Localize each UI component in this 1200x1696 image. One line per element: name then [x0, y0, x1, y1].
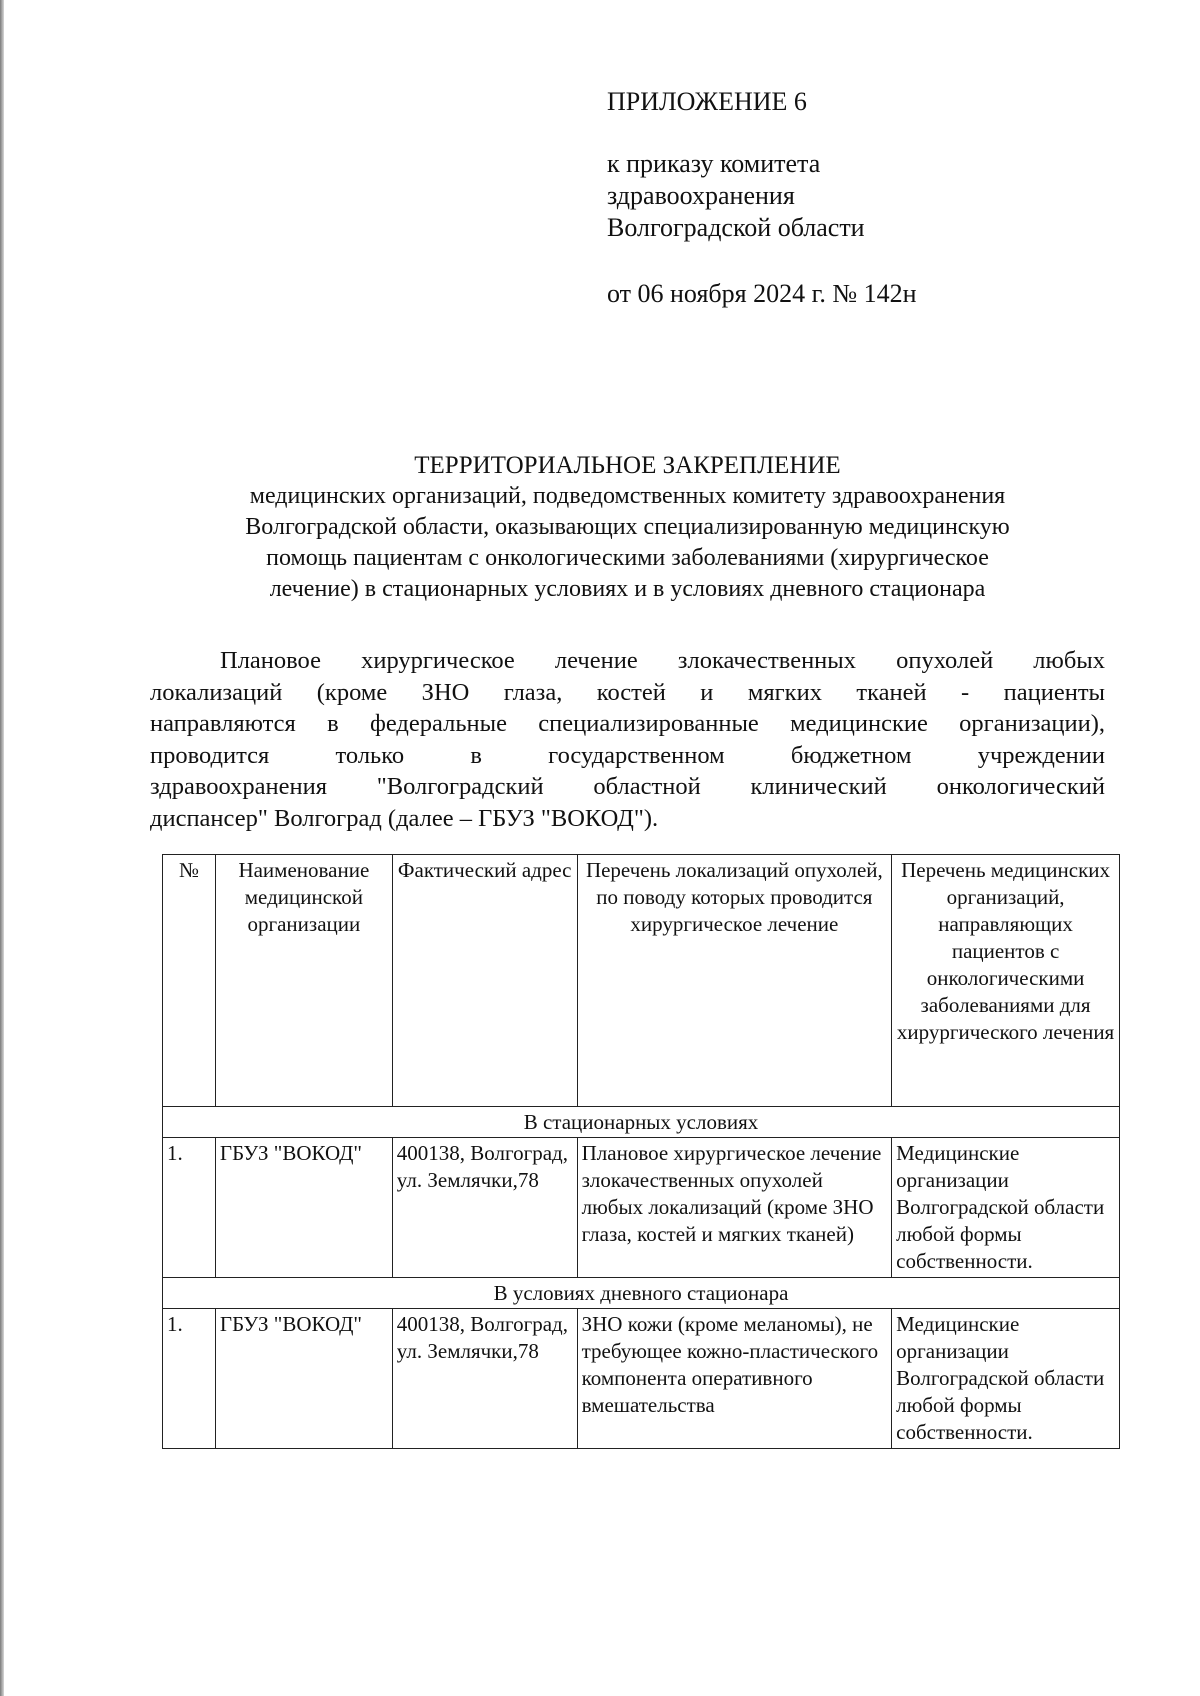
section-title-inpatient: В стационарных условиях: [163, 1107, 1120, 1138]
cell-localizations: ЗНО кожи (кроме меланомы), не требующее кожно-пластического компонента оперативного вмешательства: [577, 1309, 892, 1449]
heading-line: лечение) в стационарных условиях и в условиях дневного стационара: [269, 576, 986, 602]
table-row: [163, 1138, 1120, 1278]
cell-number: 1.: [163, 1138, 216, 1278]
table-row: [163, 1309, 1120, 1449]
appendix-block: [607, 86, 1027, 310]
intro-line: здравоохранения "Волгоградский областной клинический онкологический: [150, 773, 1105, 800]
heading-title: ТЕРРИТОРИАЛЬНОЕ ЗАКРЕПЛЕНИЕ: [414, 452, 841, 479]
header-number: №: [163, 855, 216, 1107]
document-heading: [150, 450, 1105, 605]
intro-line: проводится только в государственном бюджетном учреждении: [150, 741, 1105, 769]
appendix-date: от 06 ноября 2024 г. № 142н: [607, 279, 917, 308]
cell-address: 400138, Волгоград, ул. Землячки,78: [392, 1138, 577, 1278]
intro-line: локализаций (кроме ЗНО глаза, костей и мягких тканей - пациенты: [150, 678, 1105, 706]
appendix-line: здравоохранения: [607, 181, 795, 210]
cell-number: 1.: [163, 1309, 216, 1449]
section-row: [163, 1278, 1120, 1309]
cell-organization: ГБУЗ "ВОКОД": [215, 1138, 392, 1278]
cell-referrers: Медицинские организации Волгоградской области любой формы собственности.: [892, 1138, 1120, 1278]
table-header-row: [163, 855, 1120, 1107]
scan-edge: [0, 0, 4, 1696]
header-address: Фактический адрес: [392, 855, 577, 1107]
appendix-title: ПРИЛОЖЕНИЕ 6: [607, 87, 807, 116]
cell-organization: ГБУЗ "ВОКОД": [215, 1309, 392, 1449]
section-row: [163, 1107, 1120, 1138]
appendix-line: к приказу комитета: [607, 149, 821, 178]
cell-address: 400138, Волгоград, ул. Землячки,78: [392, 1309, 577, 1449]
section-title-day-hospital: В условиях дневного стационара: [163, 1278, 1120, 1309]
intro-line: направляются в федеральные специализированные медицинские организации),: [150, 710, 1105, 737]
appendix-line: Волгоградской области: [607, 213, 865, 242]
heading-line: Волгоградской области, оказывающих специализированную медицинскую: [245, 514, 1010, 540]
intro-line: диспансер" Волгоград (далее – ГБУЗ "ВОКОД").: [150, 804, 659, 832]
intro-paragraph: [150, 645, 1105, 834]
header-referrers: Перечень медицинских организаций, направляющих пациентов с онкологическими заболеваниями для хирургического лечения: [892, 855, 1120, 1107]
header-organization: Наименование медицинской организации: [215, 855, 392, 1107]
cell-referrers: Медицинские организации Волгоградской области любой формы собственности.: [892, 1309, 1120, 1449]
intro-line: Плановое хирургическое лечение злокачественных опухолей любых: [220, 647, 1105, 674]
header-localizations: Перечень локализаций опухолей, по поводу которых проводится хирургическое лечение: [577, 855, 892, 1107]
cell-localizations: Плановое хирургическое лечение злокачественных опухолей любых локализаций (кроме ЗНО глаза, костей и мягких тканей): [577, 1138, 892, 1278]
heading-line: помощь пациентам с онкологическими заболеваниями (хирургическое: [266, 545, 989, 571]
heading-line: медицинских организаций, подведомственных комитету здравоохранения: [249, 483, 1006, 509]
assignment-table: [162, 854, 1120, 1449]
